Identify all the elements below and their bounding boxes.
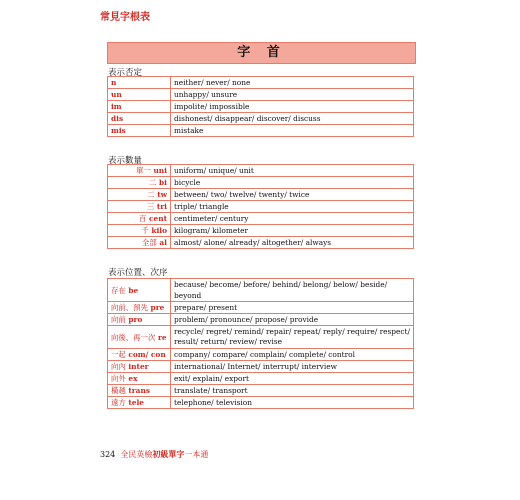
example-words: neither/ never/ none: [171, 77, 414, 89]
example-words: between/ two/ twelve/ twenty/ twice: [171, 189, 414, 201]
table-row: [108, 385, 414, 397]
table-row: [108, 225, 414, 237]
table-row: [108, 237, 414, 249]
prefix-cell: 向外 ex: [108, 373, 171, 385]
example-words: recycle/ regret/ remind/ repair/ repeat/ reply/ require/ respect/ result/ return/ review/ revise: [171, 326, 414, 349]
prefix-cell: 一起 com/ con: [108, 349, 171, 361]
table-row: [108, 349, 414, 361]
table-row: [108, 326, 414, 349]
example-words: dishonest/ disappear/ discover/ discuss: [171, 113, 414, 125]
example-words: because/ become/ before/ behind/ belong/ below/ beside/ beyond: [171, 279, 414, 302]
table-row: [108, 125, 414, 137]
example-words: international/ Internet/ interrupt/ interview: [171, 361, 414, 373]
prefix-table-position: [107, 278, 414, 409]
prefix-cell: 三 tri: [108, 201, 171, 213]
table-row: [108, 89, 414, 101]
prefix-cell: 向前 pro: [108, 314, 171, 326]
table-row: [108, 177, 414, 189]
table-row: [108, 302, 414, 314]
table-row: [108, 373, 414, 385]
example-words: almost/ alone/ already/ altogether/ always: [171, 237, 414, 249]
prefix-cell: 二 tw: [108, 189, 171, 201]
example-words: mistake: [171, 125, 414, 137]
example-words: unhappy/ unsure: [171, 89, 414, 101]
example-words: triple/ triangle: [171, 201, 414, 213]
table-row: [108, 213, 414, 225]
table-row: [108, 397, 414, 409]
table-row: [108, 101, 414, 113]
prefix-cell: 遠方 tele: [108, 397, 171, 409]
example-words: prepare/ present: [171, 302, 414, 314]
prefix-table-quantity: [107, 164, 414, 249]
table-row: [108, 165, 414, 177]
page-number: 324: [100, 450, 116, 459]
table-row: [108, 314, 414, 326]
example-words: company/ compare/ complain/ complete/ control: [171, 349, 414, 361]
example-words: kilogram/ kilometer: [171, 225, 414, 237]
prefix-cell: n: [108, 77, 171, 89]
table-row: [108, 113, 414, 125]
prefix-cell: 二 bi: [108, 177, 171, 189]
prefix-cell: 向前、預先 pre: [108, 302, 171, 314]
section-label-position: 表示位置、次序: [108, 268, 168, 278]
example-words: translate/ transport: [171, 385, 414, 397]
prefix-cell: 存在 be: [108, 279, 171, 302]
table-title: 字 首: [107, 42, 416, 64]
example-words: centimeter/ century: [171, 213, 414, 225]
table-row: [108, 361, 414, 373]
prefix-cell: dis: [108, 113, 171, 125]
prefix-cell: 百 cent: [108, 213, 171, 225]
prefix-cell: 向後、再一次 re: [108, 326, 171, 349]
section-label-negation: 表示否定: [108, 68, 143, 78]
table-row: [108, 189, 414, 201]
prefix-cell: un: [108, 89, 171, 101]
example-words: telephone/ television: [171, 397, 414, 409]
prefix-cell: 向內 inter: [108, 361, 171, 373]
running-header: 常見字根表: [100, 12, 150, 23]
example-words: exit/ explain/ export: [171, 373, 414, 385]
book-title: 全民英檢初級單字一本通: [120, 450, 209, 459]
prefix-cell: 橫越 trans: [108, 385, 171, 397]
example-words: uniform/ unique/ unit: [171, 165, 414, 177]
example-words: bicycle: [171, 177, 414, 189]
example-words: impolite/ impossible: [171, 101, 414, 113]
table-row: [108, 279, 414, 302]
prefix-table-negation: [107, 76, 414, 137]
prefix-cell: mis: [108, 125, 171, 137]
section-label-quantity: 表示數量: [108, 156, 143, 166]
prefix-cell: im: [108, 101, 171, 113]
table-row: [108, 201, 414, 213]
prefix-cell: 單一 uni: [108, 165, 171, 177]
table-row: [108, 77, 414, 89]
page-footer: [100, 449, 208, 460]
prefix-cell: 全部 al: [108, 237, 171, 249]
example-words: problem/ pronounce/ propose/ provide: [171, 314, 414, 326]
prefix-cell: 千 kilo: [108, 225, 171, 237]
